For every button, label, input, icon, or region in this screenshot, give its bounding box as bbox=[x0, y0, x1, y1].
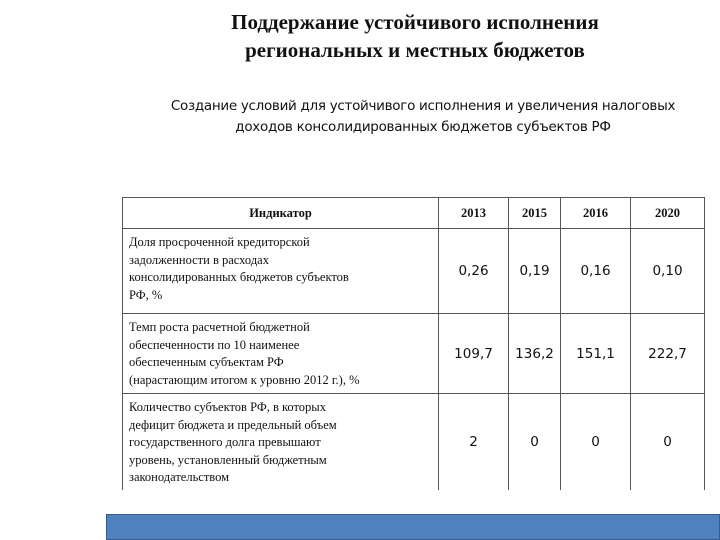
indicators-table bbox=[122, 197, 705, 490]
cell-2016: 0,16 bbox=[561, 229, 631, 314]
row-label-line: Доля просроченной кредиторской bbox=[129, 235, 310, 249]
cell-2015: 0 bbox=[509, 394, 561, 490]
header-year-2013: 2013 bbox=[439, 198, 509, 229]
cell-2013: 0,26 bbox=[439, 229, 509, 314]
row-label-line: задолженности в расходах bbox=[129, 252, 269, 267]
row-label bbox=[123, 394, 439, 490]
row-label-line: уровень, установленный бюджетным bbox=[129, 452, 327, 467]
table-row bbox=[123, 394, 705, 490]
row-label bbox=[123, 229, 439, 314]
header-year-2015: 2015 bbox=[509, 198, 561, 229]
table-header-row bbox=[123, 198, 705, 229]
cell-2020: 0 bbox=[631, 394, 705, 490]
cell-2013: 109,7 bbox=[439, 314, 509, 394]
row-label-line: обеспеченным субъектам РФ bbox=[129, 355, 284, 369]
row-label bbox=[123, 314, 439, 394]
row-label-line: законодательством bbox=[129, 470, 230, 484]
slide-title-line-2: региональных и местных бюджетов bbox=[245, 38, 585, 62]
slide-title-line-1: Поддержание устойчивого исполнения bbox=[231, 10, 599, 34]
row-label-line: Количество субъектов РФ, в которых bbox=[129, 400, 326, 414]
slide-subtitle bbox=[128, 96, 718, 138]
header-indicator: Индикатор bbox=[123, 198, 439, 229]
slide-title bbox=[120, 8, 710, 64]
row-label-line: Темп роста расчетной бюджетной bbox=[129, 320, 310, 334]
table-row bbox=[123, 229, 705, 314]
row-label-line: обеспеченности по 10 наименее bbox=[129, 337, 300, 352]
row-label-line: дефицит бюджета и предельный объем bbox=[129, 417, 337, 432]
row-label-line: консолидированных бюджетов субъектов bbox=[129, 270, 349, 284]
slide-subtitle-line-2: доходов консолидированных бюджетов субъектов РФ bbox=[235, 119, 611, 135]
row-label-line: государственного долга превышают bbox=[129, 435, 321, 449]
cell-2016: 151,1 bbox=[561, 314, 631, 394]
header-year-2020: 2020 bbox=[631, 198, 705, 229]
header-year-2016: 2016 bbox=[561, 198, 631, 229]
slide-subtitle-line-1: Создание условий для устойчивого исполнения и увеличения налоговых bbox=[170, 98, 676, 114]
footer-bar bbox=[106, 514, 720, 540]
cell-2016: 0 bbox=[561, 394, 631, 490]
row-label-line: РФ, % bbox=[129, 287, 163, 302]
cell-2020: 222,7 bbox=[631, 314, 705, 394]
table-row bbox=[123, 314, 705, 394]
cell-2015: 0,19 bbox=[509, 229, 561, 314]
cell-2013: 2 bbox=[439, 394, 509, 490]
row-label-line: (нарастающим итогом к уровню 2012 г.), % bbox=[129, 372, 360, 387]
cell-2020: 0,10 bbox=[631, 229, 705, 314]
cell-2015: 136,2 bbox=[509, 314, 561, 394]
